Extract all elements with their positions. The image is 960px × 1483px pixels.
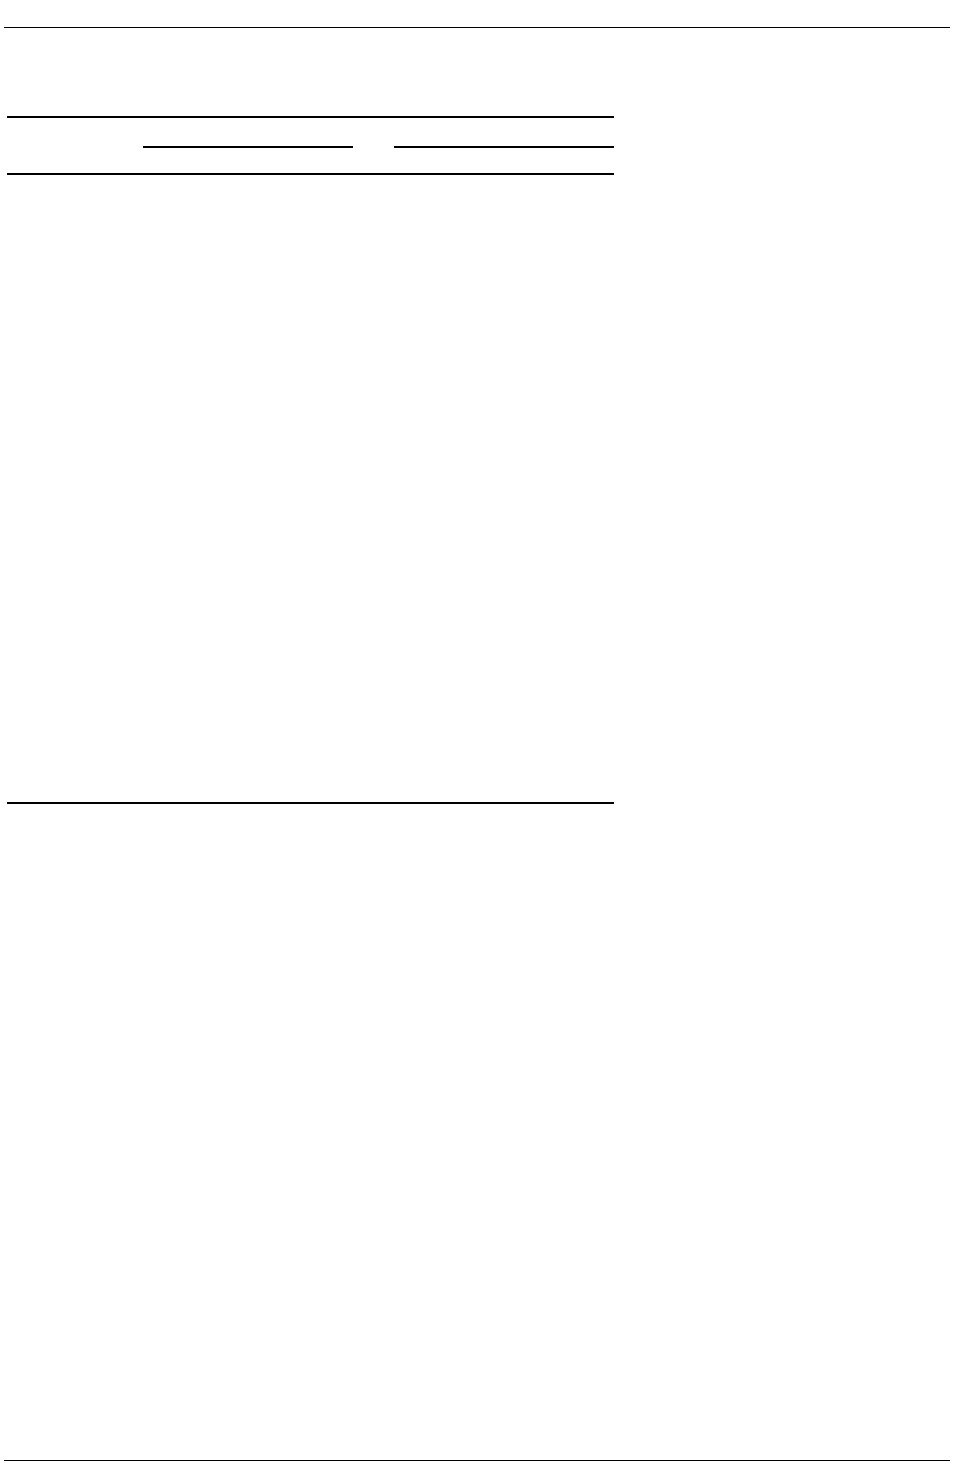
group-underline-invandrat <box>143 146 353 148</box>
table-bottom-rule <box>7 802 614 804</box>
running-header <box>4 0 950 28</box>
table-top-rule <box>7 116 614 118</box>
group-underline-utvandrat <box>394 146 614 148</box>
header-bottom-rule <box>7 173 614 175</box>
page-footer <box>4 1460 950 1483</box>
